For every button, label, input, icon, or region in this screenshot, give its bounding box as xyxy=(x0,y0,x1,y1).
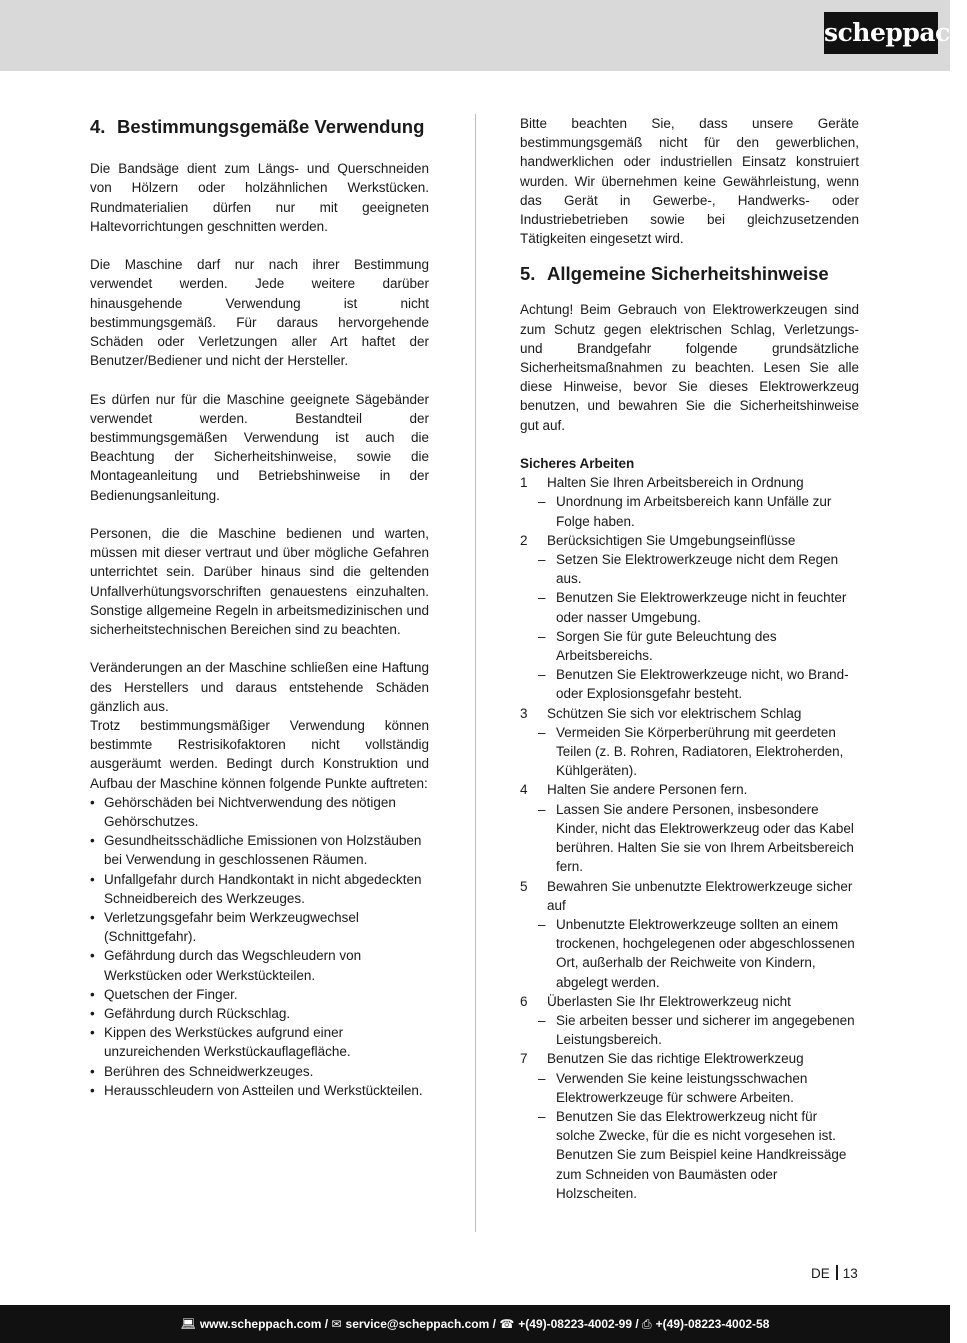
dash-item: – Sorgen Sie für gute Beleuchtung des Arbeitsbereichs. xyxy=(538,628,777,664)
paragraph: Personen, die die Maschine bedienen und warten, müssen mit dieser vertraut und über mögliche Gefahren unterrichtet sein. Darüber hinaus sind die geltenden Unfallverhütungsvorschriften genauestens einzuhalten. Sonstige allgemeine Regeln in arbeitsmedizinischen und sicherheitstechnischen Bereichen sind zu beachten. xyxy=(90,526,429,638)
paragraph: Es dürfen nur für die Maschine geeignete Sägebänder verwendet werden. Bestandteil der bestimmungsgemäßen Verwendung ist auch die Beachtung der Sicherheitshinweise, sowie die Montageanleitung und Betriebshinweise in der Bedienungsanleitung. xyxy=(90,391,429,503)
laptop-icon: 💻︎ xyxy=(180,1317,196,1331)
list-item: • Gehörschäden bei Nichtverwendung des nötigen Gehörschutzes. xyxy=(90,794,396,830)
list-item: • Berühren des Schneidwerkzeuges. xyxy=(90,1063,314,1079)
right-column xyxy=(520,114,859,1203)
section-4-heading: 4. Bestimmungsgemäße Verwendung xyxy=(90,116,425,137)
footer-bar: 💻︎ www.scheppach.com / ✉ service@scheppach.com / ☎ +(49)-08223-4002-99 / ⎙ +(49)-08223-4002-58 xyxy=(0,1305,950,1343)
risk-list xyxy=(90,793,429,1100)
phone-icon: ☎ xyxy=(499,1317,515,1331)
list-item: • Verletzungsgefahr beim Werkzeugwechsel (Schnittgefahr). xyxy=(90,910,359,945)
numbered-item: 2 Berücksichtigen Sie Umgebungseinflüsse xyxy=(520,532,796,548)
numbered-item: 5 Bewahren Sie unbenutzte Elektrowerkzeuge sicher auf xyxy=(520,878,853,913)
subheading: Sicheres Arbeiten xyxy=(520,456,635,472)
paragraph: Die Bandsäge dient zum Längs- und Querschneiden von Hölzern oder holzähnlichen Werkstücken. Rundmaterialien dürfen nur mit geeigneten Haltevorrichtungen geschnitten werden. xyxy=(90,161,429,234)
dash-item: – Lassen Sie andere Personen, insbesondere Kinder, nicht das Elektrowerkzeug oder das Kabel berühren. Halten Sie sie von Ihrem Arbeitsbereich fern. xyxy=(538,801,854,875)
dash-item: – Vermeiden Sie Körperberührung mit geerdeten Teilen (z. B. Rohren, Radiatoren, Elektroherden, Kühlgeräten). xyxy=(538,724,844,779)
list-item: • Gefährdung durch das Wegschleudern von Werkstücken oder Werkstückteilen. xyxy=(90,948,362,983)
paragraph: Bitte beachten Sie, dass unsere Geräte bestimmungsgemäß nicht für den gewerblichen, handwerklichen oder industriellen Einsatz konstruiert wurden. Wir übernehmen keine Gewährleistung, wenn das Gerät in Gewerbe-, Handwerks- oder Industriebetrieben sowie bei gleichzusetzenden Tätigkeiten eingesetzt wird. xyxy=(520,116,859,247)
list-item: • Quetschen der Finger. xyxy=(90,986,238,1002)
email-link[interactable]: service@scheppach.com xyxy=(345,1317,490,1331)
dash-item: – Unordnung im Arbeitsbereich kann Unfälle zur Folge haben. xyxy=(538,494,832,529)
dash-item: – Benutzen Sie Elektrowerkzeuge nicht in feuchter oder nasser Umgebung. xyxy=(538,590,847,625)
list-item: • Gefährdung durch Rückschlag. xyxy=(90,1006,291,1022)
dash-item: – Benutzen Sie das Elektrowerkzeug nicht für solche Zwecke, für die es nicht vorgesehen ist. Benutzen Sie zum Beispiel keine Handkreissäge zum Schneiden von Baumästen oder Holzscheiten. xyxy=(538,1108,847,1201)
dash-item: – Sie arbeiten besser und sicherer im angegebenen Leistungsbereich. xyxy=(538,1012,855,1048)
scheppach-logo: scheppach xyxy=(824,12,938,54)
numbered-item: 7 Benutzen Sie das richtige Elektrowerkzeug xyxy=(520,1051,804,1067)
warning-paragraph: Achtung! Beim Gebrauch von Elektrowerkzeugen sind zum Schutz gegen elektrischen Schlag, Verletzungs- und Brandgefahr folgende grundsätzliche Sicherheitsmaßnahmen zu beachten. Lesen Sie alle diese Hinweise, bevor Sie dieses Elektrowerkzeug benutzen, und bewahren Sie die Sicherheitshinweise gut auf. xyxy=(520,302,859,433)
dash-item: – Verwenden Sie keine leistungsschwachen Elektrowerkzeuge für schwere Arbeiten. xyxy=(538,1070,808,1105)
paragraph: Trotz bestimmungsmäßiger Verwendung können bestimmte Restrisikofaktoren nicht vollständig ausgeräumt werden. Bedingt durch Konstruktion und Aufbau der Maschine können folgende Punkte auftreten: xyxy=(90,718,429,791)
left-column xyxy=(90,114,429,1100)
dash-item: – Setzen Sie Elektrowerkzeuge nicht dem Regen aus. xyxy=(538,552,839,587)
dash-item: – Unbenutzte Elektrowerkzeuge sollten an einem trockenen, hochgelegenen oder abgeschlossenen Ort, außerhalb der Reichweite von Kindern, abgelegt werden. xyxy=(538,916,855,990)
list-item: • Unfallgefahr durch Handkontakt in nicht abgedeckten Schneidbereich des Werkzeuges. xyxy=(90,871,422,906)
numbered-item: 1 Halten Sie Ihren Arbeitsbereich in Ordnung xyxy=(520,475,804,491)
fax-icon: ⎙ xyxy=(642,1317,652,1331)
envelope-icon: ✉ xyxy=(331,1317,342,1331)
phone-number: +(49)-08223-4002-99 xyxy=(518,1317,633,1331)
paragraph: Die Maschine darf nur nach ihrer Bestimmung verwendet werden. Jede weitere darüber hinausgehende Verwendung ist nicht bestimmungsgemäß. Für daraus hervorgehende Schäden oder Verletzungen aller Art haftet der Benutzer/Bediener und nicht der Hersteller. xyxy=(90,257,429,369)
section-5-heading: 5. Allgemeine Sicherheitshinweise xyxy=(520,263,829,285)
numbered-item: 6 Überlasten Sie Ihr Elektrowerkzeug nicht xyxy=(520,993,791,1009)
fax-number: +(49)-08223-4002-58 xyxy=(655,1317,770,1331)
dash-item: – Benutzen Sie Elektrowerkzeuge nicht, wo Brand- oder Explosionsgefahr besteht. xyxy=(538,667,849,702)
list-item: • Gesundheitsschädliche Emissionen von Holzstäuben bei Verwendung in geschlossenen Räumen. xyxy=(90,833,422,868)
header-bar xyxy=(0,0,967,71)
column-divider xyxy=(475,114,476,1232)
website-link[interactable]: www.scheppach.com xyxy=(199,1317,322,1331)
numbered-item: 4 Halten Sie andere Personen fern. xyxy=(520,782,748,798)
numbered-item: 3 Schützen Sie sich vor elektrischem Schlag xyxy=(520,705,802,721)
page-number: DE 13 xyxy=(811,1266,858,1281)
list-item: • Herausschleudern von Astteilen und Werkstückteilen. xyxy=(90,1082,423,1098)
list-item: • Kippen des Werkstückes aufgrund einer unzureichenden Werkstückauflagefläche. xyxy=(90,1025,351,1060)
paragraph: Veränderungen an der Maschine schließen eine Haftung des Herstellers und daraus entstehende Schäden gänzlich aus. xyxy=(90,660,429,714)
